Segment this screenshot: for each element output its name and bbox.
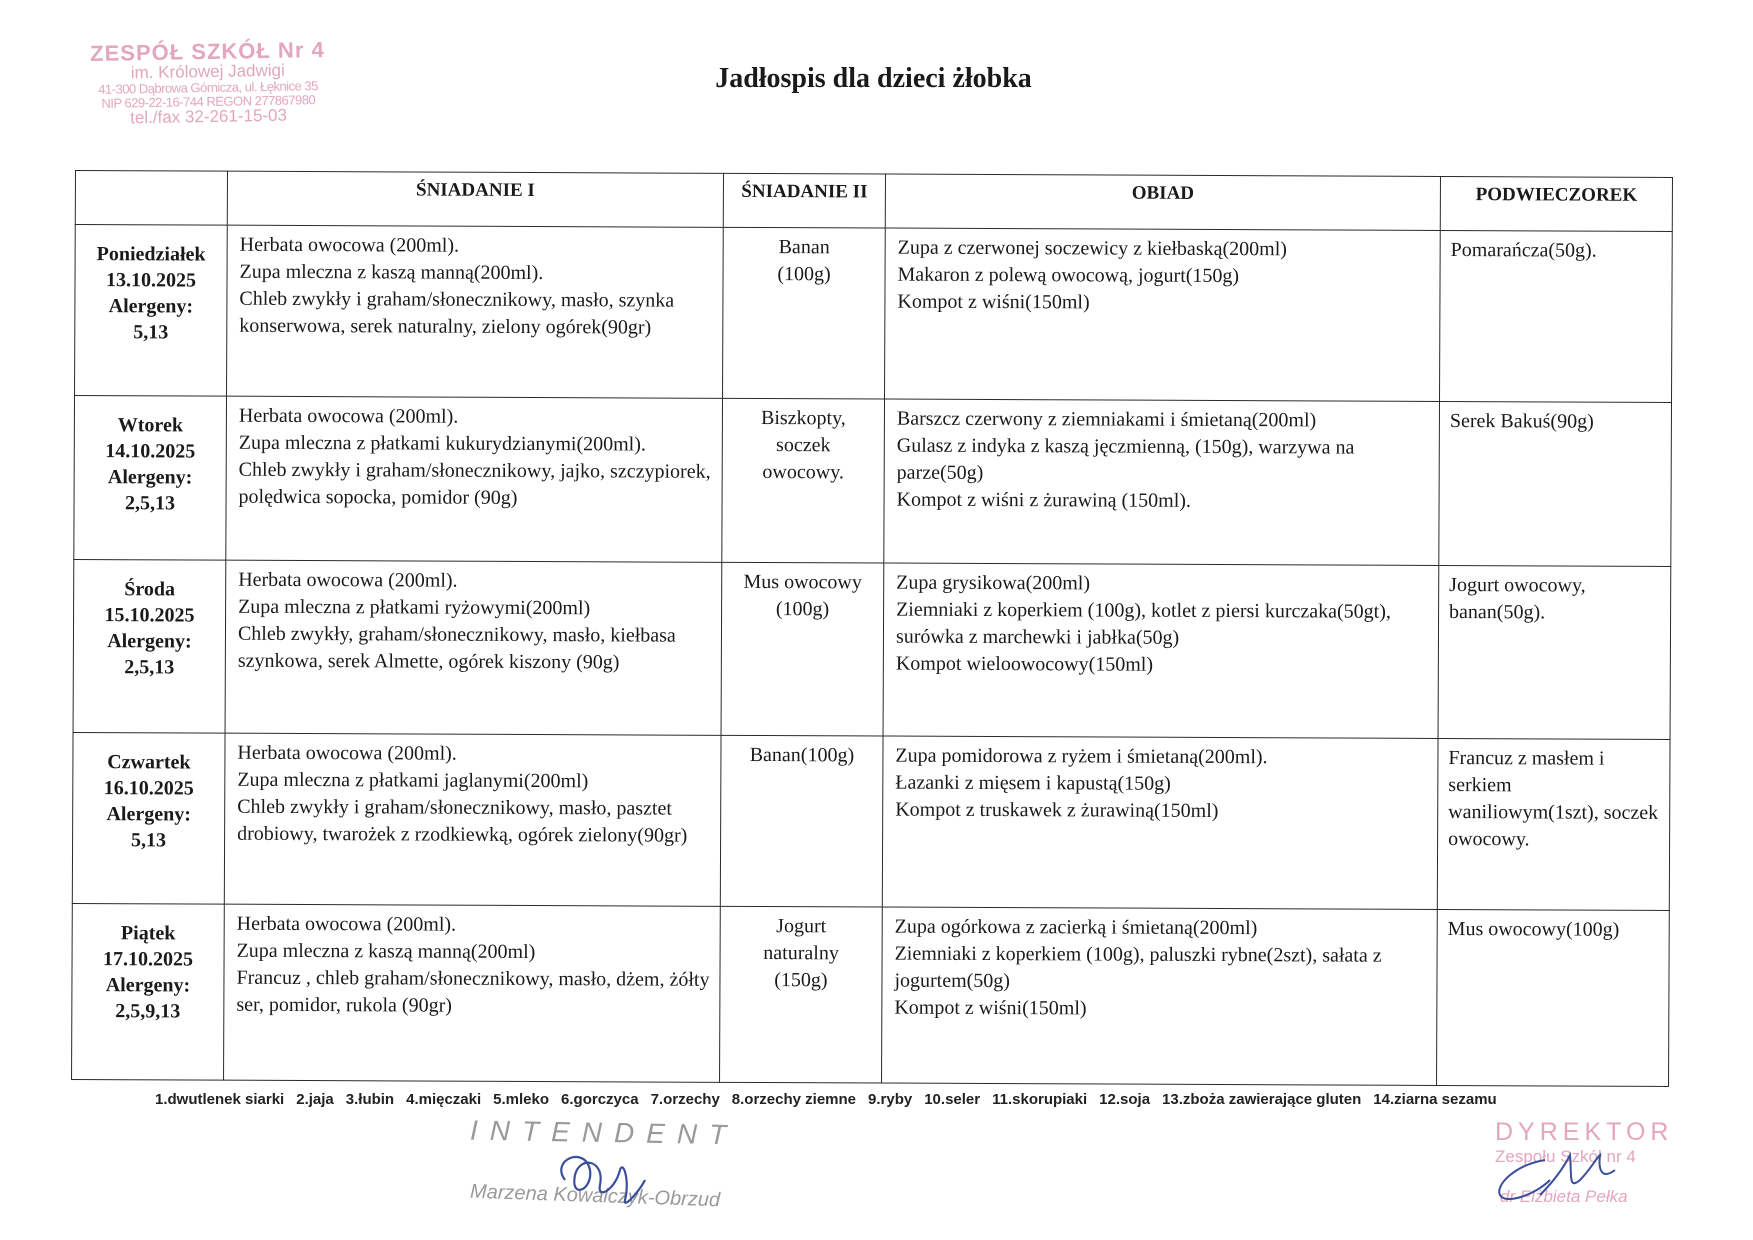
allergen-legend [155, 1085, 1575, 1115]
intendent-signature [545, 1140, 655, 1215]
sniadanie-2-cell [723, 227, 886, 399]
day-line: 17.10.2025 [103, 948, 194, 971]
menu-line: Zupa z czerwonej soczewicy z kiełbaską(200ml) [897, 236, 1287, 261]
day-cell [72, 903, 225, 1080]
menu-line: Chleb zwykły i graham/słonecznikowy, jajko, szczypiorek, polędwica sopocka, pomidor (90g) [238, 458, 711, 509]
director-signature [1490, 1140, 1620, 1220]
podwieczorek-cell [1439, 401, 1672, 566]
menu-line: Barszcz czerwony z ziemniakami i śmietaną(200ml) [896, 407, 1317, 432]
header-obiad: OBIAD [885, 174, 1440, 230]
day-line: 2,5,9,13 [115, 1000, 181, 1023]
day-line: 2,5,13 [124, 492, 176, 515]
day-line: 2,5,13 [124, 656, 175, 679]
menu-line: Zupa mleczna z płatkami ryżowymi(200ml) [238, 595, 591, 620]
menu-line: Biszkopty, [760, 406, 846, 430]
menu-table [71, 170, 1673, 1087]
sniadanie-1-cell [225, 560, 722, 735]
podwieczorek-cell [1437, 909, 1670, 1086]
header-day [75, 171, 227, 226]
obiad-cell [885, 228, 1441, 401]
menu-line: Kompot z wiśni(150ml) [897, 290, 1090, 314]
menu-line: Francuz , chleb graham/słonecznikowy, masło, dżem, żółty ser, pomidor, rukola (90gr) [236, 966, 710, 1017]
day-line: Alergeny: [106, 803, 191, 826]
obiad-cell [883, 563, 1439, 738]
header-sniadanie-2: ŚNIADANIE II [723, 173, 885, 228]
menu-line: owocowy. [762, 461, 844, 484]
menu-line: Ziemniaki z koperkiem (100g), kotlet z piersi kurczaka(50gt), surówka z marchewki i jabłka(50g) [895, 598, 1391, 649]
sniadanie-1-cell [224, 904, 721, 1082]
day-line: 14.10.2025 [105, 440, 196, 463]
menu-line: Banan(100g) [749, 743, 855, 767]
allergen-item: 6.gorczyca [561, 1091, 639, 1108]
menu-line: Kompot z wiśni z żurawiną (150ml). [896, 488, 1191, 512]
sniadanie-2-cell [720, 735, 883, 907]
obiad-cell [884, 399, 1440, 565]
day-line: 16.10.2025 [103, 777, 194, 800]
day-cell [73, 559, 226, 733]
menu-line: Jogurt [776, 915, 827, 938]
obiad-cell [882, 736, 1438, 909]
allergen-item: 7.orzechy [650, 1091, 720, 1108]
intendent-stamp-name: Marzena Kowalczyk-Obrzud [469, 1180, 721, 1212]
allergen-item: 11.skorupiaki [992, 1091, 1088, 1108]
obiad-cell [882, 907, 1438, 1085]
menu-line: Makaron z polewą owocową, jogurt(150g) [897, 263, 1240, 288]
menu-line: Herbata owocowa (200ml). [239, 233, 460, 257]
day-line: 13.10.2025 [105, 269, 197, 292]
day-line: Alergeny: [105, 974, 191, 997]
sniadanie-1-cell [226, 396, 723, 562]
director-stamp-name: dr Elżbieta Pełka [1500, 1187, 1628, 1206]
header-sniadanie-1: ŚNIADANIE I [227, 171, 723, 227]
menu-line: naturalny [763, 942, 839, 965]
podwieczorek-cell [1438, 565, 1671, 739]
menu-line: Łazanki z mięsem i kapustą(150g) [895, 771, 1171, 795]
day-line: Czwartek [107, 751, 191, 774]
day-cell [72, 732, 225, 904]
day-line: Wtorek [117, 414, 184, 437]
menu-line: Ziemniaki z koperkiem (100g), paluszki rybne(2szt), sałata z jogurtem(50g) [894, 942, 1382, 993]
day-line: Poniedziałek [96, 243, 206, 266]
header-row [75, 171, 1672, 232]
menu-line: Serek Bakuś(90g) [1449, 410, 1594, 433]
menu-line: Herbata owocowa (200ml). [237, 741, 457, 765]
menu-line: Chleb zwykły i graham/słonecznikowy, masło, szynka konserwowa, serek naturalny, zielony ogórek(90gr) [239, 287, 675, 339]
menu-line: Herbata owocowa (200ml). [238, 568, 458, 592]
allergen-item: 4.mięczaki [406, 1091, 482, 1108]
menu-line: Zupa mleczna z płatkami jaglanymi(200ml) [237, 768, 589, 793]
menu-line: Zupa grysikowa(200ml) [896, 571, 1091, 595]
sniadanie-2-cell [722, 398, 885, 563]
menu-line: Pomarańcza(50g). [1450, 239, 1597, 262]
sniadanie-1-cell [227, 225, 724, 398]
menu-line: (100g) [775, 598, 830, 621]
allergen-item: 5.mleko [493, 1091, 550, 1108]
menu-line: Herbata owocowa (200ml). [238, 404, 459, 428]
menu-line: Zupa mleczna z płatkami kukurydzianymi(200ml). [238, 431, 646, 456]
menu-line: Gulasz z indyka z kaszą jęczmienną, (150g), warzywa na parze(50g) [896, 434, 1355, 484]
header-podwieczorek: PODWIECZOREK [1440, 176, 1672, 231]
title-text: Jadłospis dla dzieci żłobka [715, 63, 1032, 94]
menu-line: Kompot wieloowocowy(150ml) [895, 652, 1154, 676]
podwieczorek-cell [1440, 230, 1673, 402]
allergen-item: 8.orzechy ziemne [731, 1091, 857, 1108]
school-stamp-phone: tel./fax 32-261-15-03 [129, 105, 288, 128]
school-stamp-name: ZESPÓŁ SZKÓŁ Nr 4 [89, 36, 325, 67]
menu-line: Banan [778, 236, 830, 259]
menu-line: Mus owocowy(100g) [1447, 917, 1620, 941]
sniadanie-2-cell [721, 562, 884, 736]
director-stamp-org: Zespołu Szkół nr 4 [1495, 1147, 1636, 1166]
day-line: Piątek [120, 922, 176, 945]
podwieczorek-cell [1437, 738, 1670, 910]
menu-line: Francuz z masłem i serkiem waniliowym(1szt), soczek owocowy. [1448, 746, 1659, 851]
menu-line: Chleb zwykły, graham/słonecznikowy, masło, kiełbasa szynkowa, serek Almette, ogórek kiszony (90g) [237, 622, 676, 674]
menu-line: Kompot z truskawek z żurawiną(150ml) [895, 798, 1219, 822]
school-stamp-ids: NIP 629-22-16-744 REGON 277867980 [101, 91, 316, 111]
day-cell [75, 225, 228, 397]
menu-line: Zupa mleczna z kaszą manną(200ml) [236, 939, 536, 964]
school-stamp-patron: im. Królowej Jadwigi [130, 60, 285, 83]
day-cell [74, 396, 227, 561]
menu-line: Zupa ogórkowa z zacierką i śmietaną(200ml) [894, 915, 1258, 940]
day-line: 5,13 [131, 829, 167, 852]
sniadanie-1-cell [224, 733, 721, 906]
menu-line: Kompot z wiśni(150ml) [894, 996, 1087, 1020]
allergen-item: 3.łubin [345, 1091, 395, 1108]
school-stamp-address: 41-300 Dąbrowa Górnicza, ul. Łęknice 35 [98, 78, 319, 97]
day-line: 5,13 [133, 321, 169, 344]
menu-line: (100g) [777, 263, 831, 286]
menu-row [72, 903, 1670, 1086]
allergen-item: 10.seler [924, 1091, 981, 1108]
menu-line: Zupa pomidorowa z ryżem i śmietaną(200ml). [895, 744, 1268, 769]
menu-row [73, 559, 1671, 739]
allergen-item: 12.soja [1099, 1091, 1151, 1108]
menu-line: soczek [776, 434, 831, 457]
allergen-item: 2.jaja [296, 1091, 334, 1108]
day-line: Alergeny: [108, 295, 194, 318]
director-stamp-title: DYREKTOR [1495, 1118, 1674, 1146]
menu-line: Mus owocowy [743, 570, 862, 594]
menu-line: Zupa mleczna z kaszą manną(200ml). [239, 260, 544, 285]
menu-row [72, 732, 1670, 910]
page-title [0, 60, 1753, 95]
day-line: 15.10.2025 [104, 604, 195, 627]
day-line: Alergeny: [107, 630, 192, 653]
sniadanie-2-cell [720, 906, 883, 1083]
menu-line: Herbata owocowa (200ml). [236, 912, 457, 936]
allergen-item: 13.zboża zawierające gluten [1162, 1091, 1362, 1108]
allergen-item: 9.ryby [868, 1091, 913, 1108]
menu-row [75, 225, 1673, 403]
day-line: Alergeny: [107, 466, 193, 489]
allergen-item: 14.ziarna sezamu [1373, 1091, 1497, 1108]
day-line: Środa [124, 578, 176, 601]
allergen-item: 1.dwutlenek siarki [155, 1091, 285, 1108]
menu-line: Chleb zwykły i graham/słonecznikowy, masło, pasztet drobiowy, twarożek z rzodkiewką, ogórek zielony(90gr) [237, 795, 688, 847]
menu-row [74, 396, 1672, 567]
intendent-stamp-title: INTENDENT [469, 1114, 739, 1151]
menu-line: Jogurt owocowy, banan(50g). [1449, 574, 1586, 624]
menu-line: (150g) [774, 969, 828, 992]
